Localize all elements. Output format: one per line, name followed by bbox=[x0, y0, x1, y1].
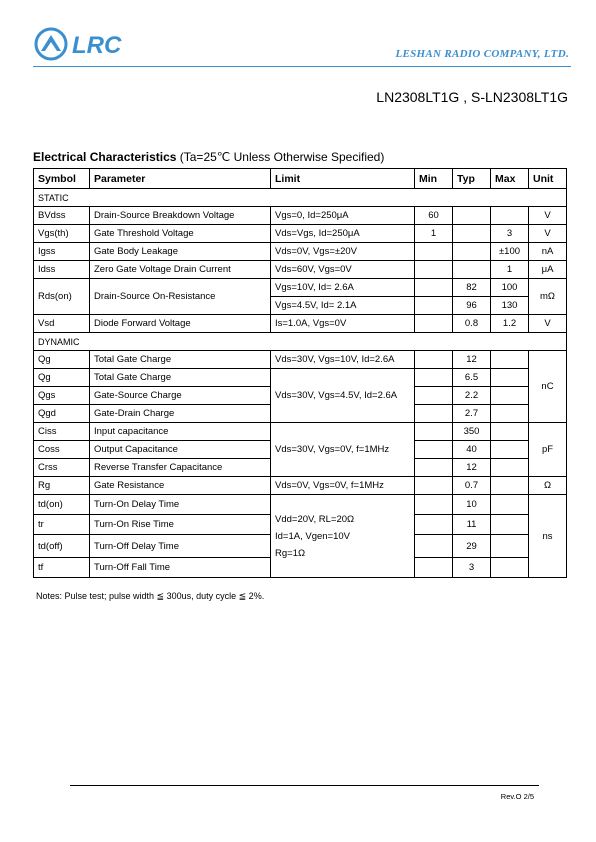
cell-parameter: Gate Resistance bbox=[90, 477, 271, 495]
cell-typ: 11 bbox=[453, 515, 491, 535]
table-row bbox=[34, 369, 567, 387]
cell-parameter: Output Capacitance bbox=[90, 441, 271, 459]
table-row bbox=[34, 477, 567, 495]
cell-max bbox=[491, 351, 529, 369]
cell-symbol: Qgs bbox=[34, 387, 90, 405]
lrc-logo bbox=[34, 26, 144, 62]
cell-limit: Is=1.0A, Vgs=0V bbox=[271, 315, 415, 333]
cell-min: 60 bbox=[415, 207, 453, 225]
cell-typ: 82 bbox=[453, 279, 491, 297]
switch-limit-line: Vdd=20V, RL=20Ω bbox=[275, 513, 355, 525]
cell-parameter: Gate Body Leakage bbox=[90, 243, 271, 261]
electrical-characteristics-table bbox=[33, 168, 567, 578]
header-min: Min bbox=[415, 169, 453, 189]
part-number: LN2308LT1G , S-LN2308LT1G bbox=[376, 89, 568, 105]
cell-unit: μA bbox=[529, 261, 567, 279]
cell-min bbox=[415, 515, 453, 535]
cell-unit: V bbox=[529, 225, 567, 243]
table-row bbox=[34, 315, 567, 333]
footer-rule bbox=[70, 785, 539, 786]
cell-unit: V bbox=[529, 315, 567, 333]
cell-typ: 29 bbox=[453, 535, 491, 558]
logo-text: LRC bbox=[72, 32, 122, 59]
cell-limit: Vgs=10V, Id= 2.6A bbox=[271, 279, 415, 297]
cell-typ: 12 bbox=[453, 459, 491, 477]
cell-unit: nA bbox=[529, 243, 567, 261]
table-header-row bbox=[34, 169, 567, 189]
cell-symbol: Igss bbox=[34, 243, 90, 261]
cell-typ: 0.7 bbox=[453, 477, 491, 495]
cell-symbol: Vsd bbox=[34, 315, 90, 333]
cell-min bbox=[415, 243, 453, 261]
header-unit: Unit bbox=[529, 169, 567, 189]
header-parameter: Parameter bbox=[90, 169, 271, 189]
cell-symbol: tf bbox=[34, 558, 90, 578]
cell-max bbox=[491, 207, 529, 225]
cell-parameter: Zero Gate Voltage Drain Current bbox=[90, 261, 271, 279]
cell-typ: 96 bbox=[453, 297, 491, 315]
cell-min bbox=[415, 315, 453, 333]
cell-typ: 350 bbox=[453, 423, 491, 441]
table-row bbox=[34, 279, 567, 297]
table-row bbox=[34, 243, 567, 261]
cell-symbol: td(off) bbox=[34, 535, 90, 558]
cell-typ bbox=[453, 261, 491, 279]
cell-symbol: Idss bbox=[34, 261, 90, 279]
cell-max bbox=[491, 459, 529, 477]
cell-min bbox=[415, 535, 453, 558]
static-label: STATIC bbox=[34, 189, 567, 207]
cell-min bbox=[415, 369, 453, 387]
cell-parameter: Reverse Transfer Capacitance bbox=[90, 459, 271, 477]
cell-max bbox=[491, 423, 529, 441]
cell-min bbox=[415, 495, 453, 515]
company-name: LESHAN RADIO COMPANY, LTD. bbox=[395, 48, 569, 60]
cell-unit: ns bbox=[529, 495, 567, 578]
cell-parameter: Gate-Drain Charge bbox=[90, 405, 271, 423]
cell-max bbox=[491, 387, 529, 405]
cell-min bbox=[415, 558, 453, 578]
cell-symbol: tr bbox=[34, 515, 90, 535]
section-row-dynamic bbox=[34, 333, 567, 351]
section-row-static bbox=[34, 189, 567, 207]
header-limit: Limit bbox=[271, 169, 415, 189]
header-symbol: Symbol bbox=[34, 169, 90, 189]
notes: Notes: Pulse test; pulse width ≦ 300us, duty cycle ≦ 2%. bbox=[36, 591, 265, 601]
cell-symbol: Qgd bbox=[34, 405, 90, 423]
switch-limit-line: Rg=1Ω bbox=[275, 547, 306, 559]
cell-limit: Vds=0V, Vgs=±20V bbox=[271, 243, 415, 261]
cell-unit: V bbox=[529, 207, 567, 225]
dynamic-label: DYNAMIC bbox=[34, 333, 567, 351]
cell-max bbox=[491, 535, 529, 558]
header-typ: Typ bbox=[453, 169, 491, 189]
cell-parameter: Input capacitance bbox=[90, 423, 271, 441]
cell-limit-switching bbox=[271, 495, 415, 578]
cell-limit: Vds=30V, Vgs=4.5V, Id=2.6A bbox=[271, 369, 415, 423]
cell-parameter: Turn-Off Delay Time bbox=[90, 535, 271, 558]
cell-parameter: Turn-On Delay Time bbox=[90, 495, 271, 515]
cell-unit: pF bbox=[529, 423, 567, 477]
cell-min bbox=[415, 441, 453, 459]
cell-parameter: Turn-Off Fall Time bbox=[90, 558, 271, 578]
cell-limit: Vds=60V, Vgs=0V bbox=[271, 261, 415, 279]
cell-max bbox=[491, 405, 529, 423]
table-row bbox=[34, 351, 567, 369]
cell-symbol: BVdss bbox=[34, 207, 90, 225]
cell-unit: mΩ bbox=[529, 279, 567, 315]
cell-max: 3 bbox=[491, 225, 529, 243]
cell-max bbox=[491, 369, 529, 387]
cell-limit: Vds=Vgs, Id=250μA bbox=[271, 225, 415, 243]
table-row bbox=[34, 495, 567, 515]
cell-limit: Vds=30V, Vgs=0V, f=1MHz bbox=[271, 423, 415, 477]
cell-symbol: Vgs(th) bbox=[34, 225, 90, 243]
cell-max: 100 bbox=[491, 279, 529, 297]
cell-symbol: Rds(on) bbox=[34, 279, 90, 315]
cell-parameter: Drain-Source Breakdown Voltage bbox=[90, 207, 271, 225]
cell-min bbox=[415, 387, 453, 405]
cell-typ: 2.7 bbox=[453, 405, 491, 423]
cell-symbol: Crss bbox=[34, 459, 90, 477]
cell-typ: 2.2 bbox=[453, 387, 491, 405]
section-title bbox=[33, 150, 384, 164]
cell-max bbox=[491, 477, 529, 495]
header-rule bbox=[33, 66, 571, 67]
cell-typ: 12 bbox=[453, 351, 491, 369]
table-row bbox=[34, 423, 567, 441]
cell-parameter: Diode Forward Voltage bbox=[90, 315, 271, 333]
cell-parameter: Total Gate Charge bbox=[90, 351, 271, 369]
cell-typ bbox=[453, 225, 491, 243]
cell-typ bbox=[453, 207, 491, 225]
cell-typ: 40 bbox=[453, 441, 491, 459]
cell-unit: nC bbox=[529, 351, 567, 423]
cell-symbol: Qg bbox=[34, 351, 90, 369]
cell-max bbox=[491, 495, 529, 515]
cell-max: 130 bbox=[491, 297, 529, 315]
revision-label: Rev.O 2/5 bbox=[500, 792, 534, 801]
cell-min bbox=[415, 405, 453, 423]
table-row bbox=[34, 261, 567, 279]
cell-typ bbox=[453, 243, 491, 261]
switch-limit-line: Id=1A, Vgen=10V bbox=[275, 530, 351, 542]
cell-typ: 10 bbox=[453, 495, 491, 515]
cell-limit: Vds=30V, Vgs=10V, Id=2.6A bbox=[271, 351, 415, 369]
cell-min bbox=[415, 297, 453, 315]
cell-min: 1 bbox=[415, 225, 453, 243]
cell-limit: Vgs=4.5V, Id= 2.1A bbox=[271, 297, 415, 315]
cell-min bbox=[415, 423, 453, 441]
cell-min bbox=[415, 459, 453, 477]
header-max: Max bbox=[491, 169, 529, 189]
cell-parameter: Drain-Source On-Resistance bbox=[90, 279, 271, 315]
cell-unit: Ω bbox=[529, 477, 567, 495]
cell-symbol: Qg bbox=[34, 369, 90, 387]
cell-max: ±100 bbox=[491, 243, 529, 261]
cell-symbol: Ciss bbox=[34, 423, 90, 441]
cell-symbol: Coss bbox=[34, 441, 90, 459]
table-row bbox=[34, 207, 567, 225]
cell-min bbox=[415, 279, 453, 297]
cell-limit: Vgs=0, Id=250μA bbox=[271, 207, 415, 225]
cell-parameter: Gate Threshold Voltage bbox=[90, 225, 271, 243]
cell-parameter: Total Gate Charge bbox=[90, 369, 271, 387]
cell-typ: 3 bbox=[453, 558, 491, 578]
cell-max: 1 bbox=[491, 261, 529, 279]
cell-parameter: Turn-On Rise Time bbox=[90, 515, 271, 535]
cell-limit: Vds=0V, Vgs=0V, f=1MHz bbox=[271, 477, 415, 495]
cell-min bbox=[415, 351, 453, 369]
table-row bbox=[34, 225, 567, 243]
cell-max: 1.2 bbox=[491, 315, 529, 333]
section-condition: (Ta=25℃ Unless Otherwise Specified) bbox=[179, 150, 385, 164]
cell-typ: 0.8 bbox=[453, 315, 491, 333]
cell-min bbox=[415, 261, 453, 279]
cell-max bbox=[491, 515, 529, 535]
cell-symbol: Rg bbox=[34, 477, 90, 495]
cell-min bbox=[415, 477, 453, 495]
cell-typ: 6.5 bbox=[453, 369, 491, 387]
cell-max bbox=[491, 558, 529, 578]
section-heading: Electrical Characteristics bbox=[33, 150, 177, 164]
cell-parameter: Gate-Source Charge bbox=[90, 387, 271, 405]
cell-symbol: td(on) bbox=[34, 495, 90, 515]
cell-max bbox=[491, 441, 529, 459]
